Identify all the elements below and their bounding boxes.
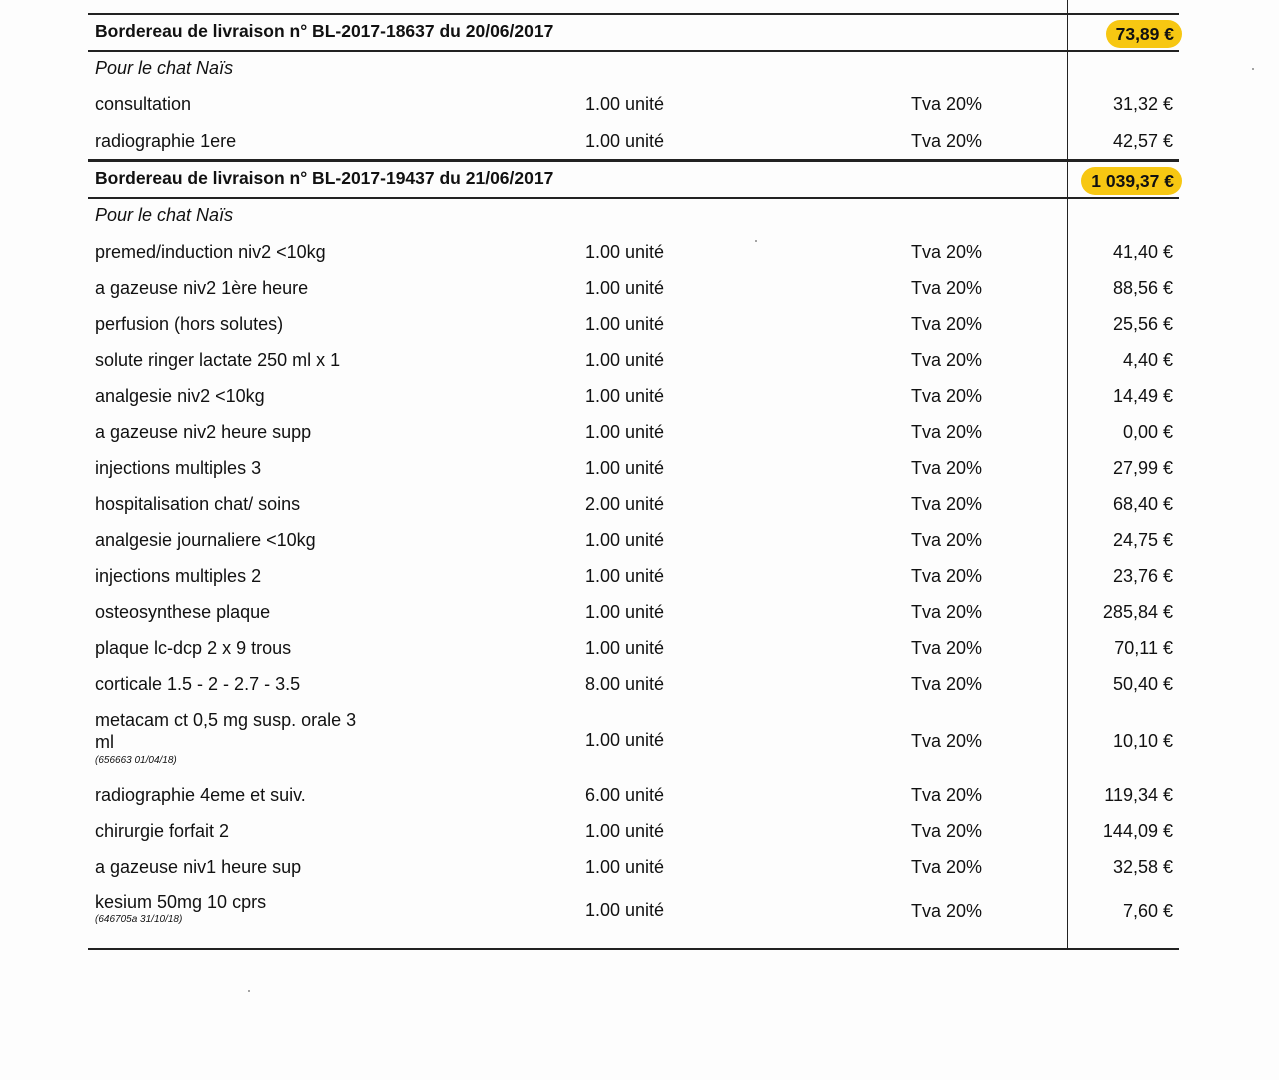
- item-label: radiographie 4eme et suiv.: [95, 785, 306, 805]
- item-amount: 10,10 €: [1112, 731, 1173, 751]
- item-amount: 31,32 €: [1112, 94, 1173, 114]
- item-label: consultation: [95, 94, 192, 114]
- item-tva: Tva 20%: [911, 494, 983, 514]
- item-tva: Tva 20%: [911, 638, 983, 658]
- item-label-continued: ml: [95, 732, 114, 752]
- item-label: injections multiples 2: [95, 566, 262, 586]
- item-amount: 42,57 €: [1112, 131, 1173, 151]
- item-amount: 119,34 €: [1104, 785, 1173, 805]
- item-qty: 1.00 unité: [585, 242, 665, 262]
- item-tva: Tva 20%: [911, 242, 983, 262]
- item-amount: 88,56 €: [1112, 278, 1173, 298]
- item-qty: 1.00 unité: [585, 314, 665, 334]
- header-rule: [88, 50, 1179, 52]
- item-lot-note: (646705a 31/10/18): [95, 914, 183, 925]
- scan-speck: [1252, 68, 1254, 70]
- item-amount: 50,40 €: [1112, 674, 1173, 694]
- item-label: kesium 50mg 10 cprs: [95, 892, 267, 912]
- item-qty: 1.00 unité: [585, 602, 665, 622]
- bottom-rule: [88, 948, 1179, 950]
- item-amount: 27,99 €: [1112, 458, 1173, 478]
- item-amount: 41,40 €: [1112, 242, 1173, 262]
- item-qty: 6.00 unité: [585, 785, 665, 805]
- item-tva: Tva 20%: [911, 821, 983, 841]
- item-qty: 2.00 unité: [585, 494, 665, 514]
- item-amount: 24,75 €: [1112, 530, 1173, 550]
- item-qty: 1.00 unité: [585, 638, 665, 658]
- item-label: premed/induction niv2 <10kg: [95, 242, 326, 262]
- item-label: a gazeuse niv2 1ère heure: [95, 278, 309, 298]
- item-tva: Tva 20%: [911, 350, 983, 370]
- item-qty: 8.00 unité: [585, 674, 665, 694]
- item-qty: 1.00 unité: [585, 458, 665, 478]
- item-amount: 70,11 €: [1114, 638, 1173, 658]
- item-amount: 7,60 €: [1122, 901, 1173, 921]
- item-label: injections multiples 3: [95, 458, 262, 478]
- item-label: corticale 1.5 - 2 - 2.7 - 3.5: [95, 674, 301, 694]
- item-label: a gazeuse niv2 heure supp: [95, 422, 312, 442]
- item-amount: 68,40 €: [1112, 494, 1173, 514]
- item-label: hospitalisation chat/ soins: [95, 494, 301, 514]
- top-rule: [88, 13, 1179, 15]
- item-label: plaque lc-dcp 2 x 9 trous: [95, 638, 292, 658]
- item-label: solute ringer lactate 250 ml x 1: [95, 350, 341, 370]
- delivery-title: Bordereau de livraison n° BL-2017-18637 du 20/06/2017: [95, 21, 554, 41]
- item-tva: Tva 20%: [911, 314, 983, 334]
- item-amount: 25,56 €: [1112, 314, 1173, 334]
- header-rule: [88, 197, 1179, 199]
- item-qty: 1.00 unité: [585, 566, 665, 586]
- item-tva: Tva 20%: [911, 386, 983, 406]
- item-qty: 1.00 unité: [585, 422, 665, 442]
- item-tva: Tva 20%: [911, 731, 983, 751]
- item-label: metacam ct 0,5 mg susp. orale 3: [95, 710, 357, 730]
- item-qty: 1.00 unité: [585, 530, 665, 550]
- item-tva: Tva 20%: [911, 458, 983, 478]
- item-qty: 1.00 unité: [585, 350, 665, 370]
- item-label: analgesie journaliere <10kg: [95, 530, 316, 550]
- item-label: chirurgie forfait 2: [95, 821, 230, 841]
- scan-speck: [755, 240, 757, 242]
- item-tva: Tva 20%: [911, 566, 983, 586]
- item-amount: 23,76 €: [1112, 566, 1173, 586]
- delivery-total-badge: 1 039,37 €: [1081, 167, 1182, 195]
- item-tva: Tva 20%: [911, 422, 983, 442]
- item-lot-note: (656663 01/04/18): [95, 755, 177, 766]
- item-tva: Tva 20%: [911, 674, 983, 694]
- item-amount: 144,09 €: [1102, 821, 1173, 841]
- section-rule: [88, 159, 1179, 162]
- item-qty: 1.00 unité: [585, 730, 665, 750]
- item-label: perfusion (hors solutes): [95, 314, 284, 334]
- item-tva: Tva 20%: [911, 94, 983, 114]
- item-amount: 4,40 €: [1122, 350, 1173, 370]
- item-label: a gazeuse niv1 heure sup: [95, 857, 302, 877]
- item-amount: 14,49 €: [1112, 386, 1173, 406]
- item-label: radiographie 1ere: [95, 131, 237, 151]
- scan-speck: [248, 990, 250, 992]
- item-qty: 1.00 unité: [585, 900, 665, 920]
- delivery-title: Bordereau de livraison n° BL-2017-19437 du 21/06/2017: [95, 168, 554, 188]
- delivery-total-badge: 73,89 €: [1106, 20, 1182, 48]
- item-amount: 0,00 €: [1122, 422, 1173, 442]
- item-tva: Tva 20%: [911, 857, 983, 877]
- item-tva: Tva 20%: [911, 530, 983, 550]
- item-tva: Tva 20%: [911, 785, 983, 805]
- pet-name: Pour le chat Naïs: [95, 205, 234, 225]
- item-amount: 285,84 €: [1102, 602, 1173, 622]
- item-tva: Tva 20%: [911, 901, 983, 921]
- item-qty: 1.00 unité: [585, 857, 665, 877]
- item-qty: 1.00 unité: [585, 131, 665, 151]
- item-qty: 1.00 unité: [585, 94, 665, 114]
- item-qty: 1.00 unité: [585, 386, 665, 406]
- item-tva: Tva 20%: [911, 602, 983, 622]
- item-label: osteosynthese plaque: [95, 602, 271, 622]
- pet-name: Pour le chat Naïs: [95, 58, 234, 78]
- item-qty: 1.00 unité: [585, 278, 665, 298]
- item-label: analgesie niv2 <10kg: [95, 386, 265, 406]
- item-tva: Tva 20%: [911, 131, 983, 151]
- item-amount: 32,58 €: [1112, 857, 1173, 877]
- item-tva: Tva 20%: [911, 278, 983, 298]
- item-qty: 1.00 unité: [585, 821, 665, 841]
- amount-column-divider: [1067, 0, 1068, 950]
